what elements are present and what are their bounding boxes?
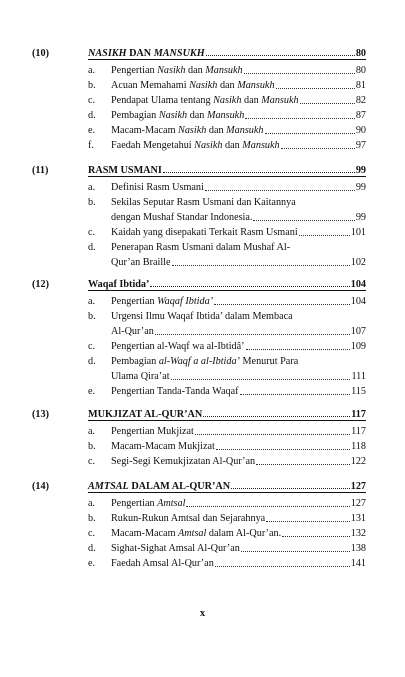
dot-leader [281,148,355,149]
item-letter: c. [88,456,96,467]
item-page-number: 104 [350,296,366,307]
toc-item[interactable] [32,180,366,195]
toc-item[interactable] [32,225,366,240]
item-line [111,255,366,270]
item-line [111,138,366,153]
item-text: Sighat-Sighat Amsal Al-Qur’an [111,543,240,554]
item-letter: e. [88,558,96,569]
dot-leader [216,449,350,450]
item-line [111,454,366,469]
item-letter: a. [88,498,96,509]
chapter-number: (12) [32,279,49,290]
item-text: Faedah Mengetahui Nasikh dan Mansukh [111,140,280,151]
item-page-number: 82 [355,95,366,106]
chapter-title: Waqaf Ibtida’ [88,279,150,290]
item-letter: b. [88,197,96,208]
dot-leader [256,464,350,465]
chapter-page-number: 127 [350,481,366,492]
chapter-page-number: 99 [355,165,366,176]
item-text: Pengertian Waqaf Ibtida’ [111,296,214,307]
toc-item[interactable] [32,93,366,108]
item-text-line1: Penerapan Rasm Usmani dalam Mushaf Al- [111,242,291,253]
item-letter: b. [88,80,96,91]
item-letter: e. [88,125,96,136]
dot-leader [253,220,354,221]
item-page-number: 90 [355,125,366,136]
toc-item[interactable] [32,195,366,225]
item-page-number: 107 [350,326,366,337]
item-text: Al-Qur’an [111,326,154,337]
toc-item[interactable] [32,339,366,354]
item-text: Macam-Macam Nasikh dan Mansukh [111,125,264,136]
dot-leader [265,133,355,134]
item-page-number: 138 [350,543,366,554]
item-line [111,324,366,339]
chapter-page-number: 80 [355,48,366,59]
dot-leader [231,488,350,489]
item-letter: c. [88,528,96,539]
dot-leader [300,103,355,104]
dot-leader [214,304,350,305]
page-number-marker: x [199,608,206,619]
item-line [111,511,366,526]
item-text: Pengertian Amtsal [111,498,186,509]
item-page-number: 102 [350,257,366,268]
item-line [111,180,366,195]
item-line [111,339,366,354]
item-text: Pengertian Mukjizat [111,426,194,437]
item-page-number: 111 [351,371,366,382]
item-page-number: 115 [351,386,366,397]
item-line [111,424,366,439]
dot-leader [171,379,351,380]
item-letter: d. [88,110,96,121]
dot-leader [155,334,350,335]
dot-leader [276,88,355,89]
chapter-title-row[interactable] [88,481,366,493]
item-text: Kaidah yang disepakati Terkait Rasm Usmani [111,227,298,238]
toc-item[interactable] [32,556,366,571]
chapter-title: AMTSAL DALAM AL-QUR’AN [88,481,231,492]
item-text: Macam-Macam Amtsal dalam Al-Qur’an. [111,528,282,539]
item-letter: a. [88,182,96,193]
toc-item[interactable] [32,138,366,153]
item-letter: b. [88,513,96,524]
item-letter: f. [88,140,94,151]
item-page-number: 131 [350,513,366,524]
dot-leader [241,551,350,552]
chapter-title-row[interactable] [88,409,366,421]
chapter-number: (10) [32,48,49,59]
chapter-number: (13) [32,409,49,420]
item-text: Pendapat Ulama tentang Nasikh dan Mansukh [111,95,299,106]
toc-chapter [32,279,366,399]
toc-item[interactable] [32,384,366,399]
item-line [111,439,366,454]
chapter-heading [32,48,366,62]
item-line [111,294,366,309]
dot-leader [245,118,355,119]
item-page-number: 87 [355,110,366,121]
item-letter: a. [88,65,96,76]
item-letter: d. [88,356,96,367]
dot-leader [195,434,350,435]
chapter-heading [32,165,366,179]
item-line [111,369,366,384]
chapter-items [32,180,366,270]
dot-leader [150,286,349,287]
chapter-title: RASM USMANI [88,165,162,176]
item-letter: b. [88,311,96,322]
item-text: Rukun-Rukun Amtsal dan Sejarahnya [111,513,266,524]
dot-leader [299,235,350,236]
item-page-number: 118 [351,441,366,452]
toc-item[interactable] [32,63,366,78]
item-line [111,63,366,78]
dot-leader [215,566,350,567]
item-page-number: 141 [350,558,366,569]
item-text: Definisi Rasm Usmani [111,182,204,193]
dot-leader [163,172,355,173]
toc-item[interactable] [32,294,366,309]
chapter-title-row[interactable] [88,279,366,291]
toc-item[interactable] [32,354,366,384]
item-page-number: 122 [350,456,366,467]
chapter-number: (14) [32,481,49,492]
item-page-number: 132 [350,528,366,539]
item-page-number: 99 [355,182,366,193]
item-text: Faedah Amsal Al-Qur’an [111,558,214,569]
item-page-number: 101 [350,227,366,238]
item-page-number: 117 [351,426,366,437]
toc-item[interactable] [32,511,366,526]
item-line [111,384,366,399]
item-page-number: 80 [355,65,366,76]
item-line [111,123,366,138]
chapter-heading [32,279,366,293]
item-line [111,78,366,93]
item-line [111,541,366,556]
dot-leader [206,55,355,56]
dot-leader [266,521,350,522]
item-text: Pengertian al-Waqf wa al-Ibtidâ’ [111,341,245,352]
toc-item[interactable] [32,108,366,123]
item-letter: b. [88,441,96,452]
item-page-number: 99 [355,212,366,223]
chapter-number: (11) [32,165,49,176]
toc-item[interactable] [32,439,366,454]
toc-item[interactable] [32,309,366,339]
chapter-items [32,496,366,571]
item-letter: a. [88,426,96,437]
item-letter: a. [88,296,96,307]
item-letter: d. [88,543,96,554]
chapter-heading [32,409,366,423]
item-letter: c. [88,227,96,238]
item-page-number: 127 [350,498,366,509]
dot-leader [186,506,349,507]
item-letter: e. [88,386,96,397]
item-text: Acuan Memahami Nasikh dan Mansukh [111,80,275,91]
dot-leader [282,536,350,537]
item-text: Pengertian Nasikh dan Mansukh [111,65,243,76]
item-text: Macam-Macam Mukjizat [111,441,215,452]
item-line [111,496,366,511]
item-text: Pengertian Tanda-Tanda Waqaf [111,386,239,397]
item-text-line1: Pembagian al-Waqf a al-Ibtida’ Menurut Para [111,356,299,367]
item-text-line1: Sekilas Seputar Rasm Usmani dan Kaitannya [111,197,296,208]
toc-chapter [32,409,366,469]
item-line [111,93,366,108]
chapter-title-row[interactable] [88,165,366,177]
toc-item[interactable] [32,78,366,93]
toc-item[interactable] [32,424,366,439]
dot-leader [172,265,350,266]
chapter-title: MUKJIZAT AL-QUR’AN [88,409,203,420]
chapter-heading [32,481,366,495]
chapter-items [32,294,366,399]
toc-chapter [32,48,366,153]
dot-leader [203,416,350,417]
toc-item[interactable] [32,541,366,556]
dot-leader [240,394,351,395]
toc-item[interactable] [32,454,366,469]
item-text: Segi-Segi Kemukjizatan Al-Qur’an [111,456,256,467]
item-line [111,556,366,571]
item-text: Qur’an Braille [111,257,171,268]
toc-item[interactable] [32,240,366,270]
chapter-items [32,63,366,153]
toc-chapter [32,481,366,571]
chapter-page-number: 104 [350,279,366,290]
item-line [111,225,366,240]
toc-item[interactable] [32,526,366,541]
item-page-number: 81 [355,80,366,91]
dot-leader [244,73,355,74]
chapter-page-number: 117 [351,409,366,420]
toc-item[interactable] [32,123,366,138]
toc-chapter [32,165,366,270]
item-letter: c. [88,341,96,352]
item-letter: d. [88,242,96,253]
chapter-items [32,424,366,469]
chapter-title: NASIKH DAN MANSUKH [88,48,205,59]
item-letter: c. [88,95,96,106]
dot-leader [246,349,350,350]
item-text: Pembagian Nasikh dan Mansukh [111,110,245,121]
item-text: Ulama Qira’at [111,371,170,382]
item-line [111,108,366,123]
item-line [111,526,366,541]
item-text-line1: Urgensi Ilmu Waqaf Ibtida’ dalam Membaca [111,311,293,322]
chapter-title-row[interactable] [88,48,366,60]
dot-leader [205,190,355,191]
item-page-number: 97 [355,140,366,151]
item-page-number: 109 [350,341,366,352]
item-text: dengan Mushaf Standar Indonesia. [111,212,253,223]
toc-item[interactable] [32,496,366,511]
item-line [111,210,366,225]
